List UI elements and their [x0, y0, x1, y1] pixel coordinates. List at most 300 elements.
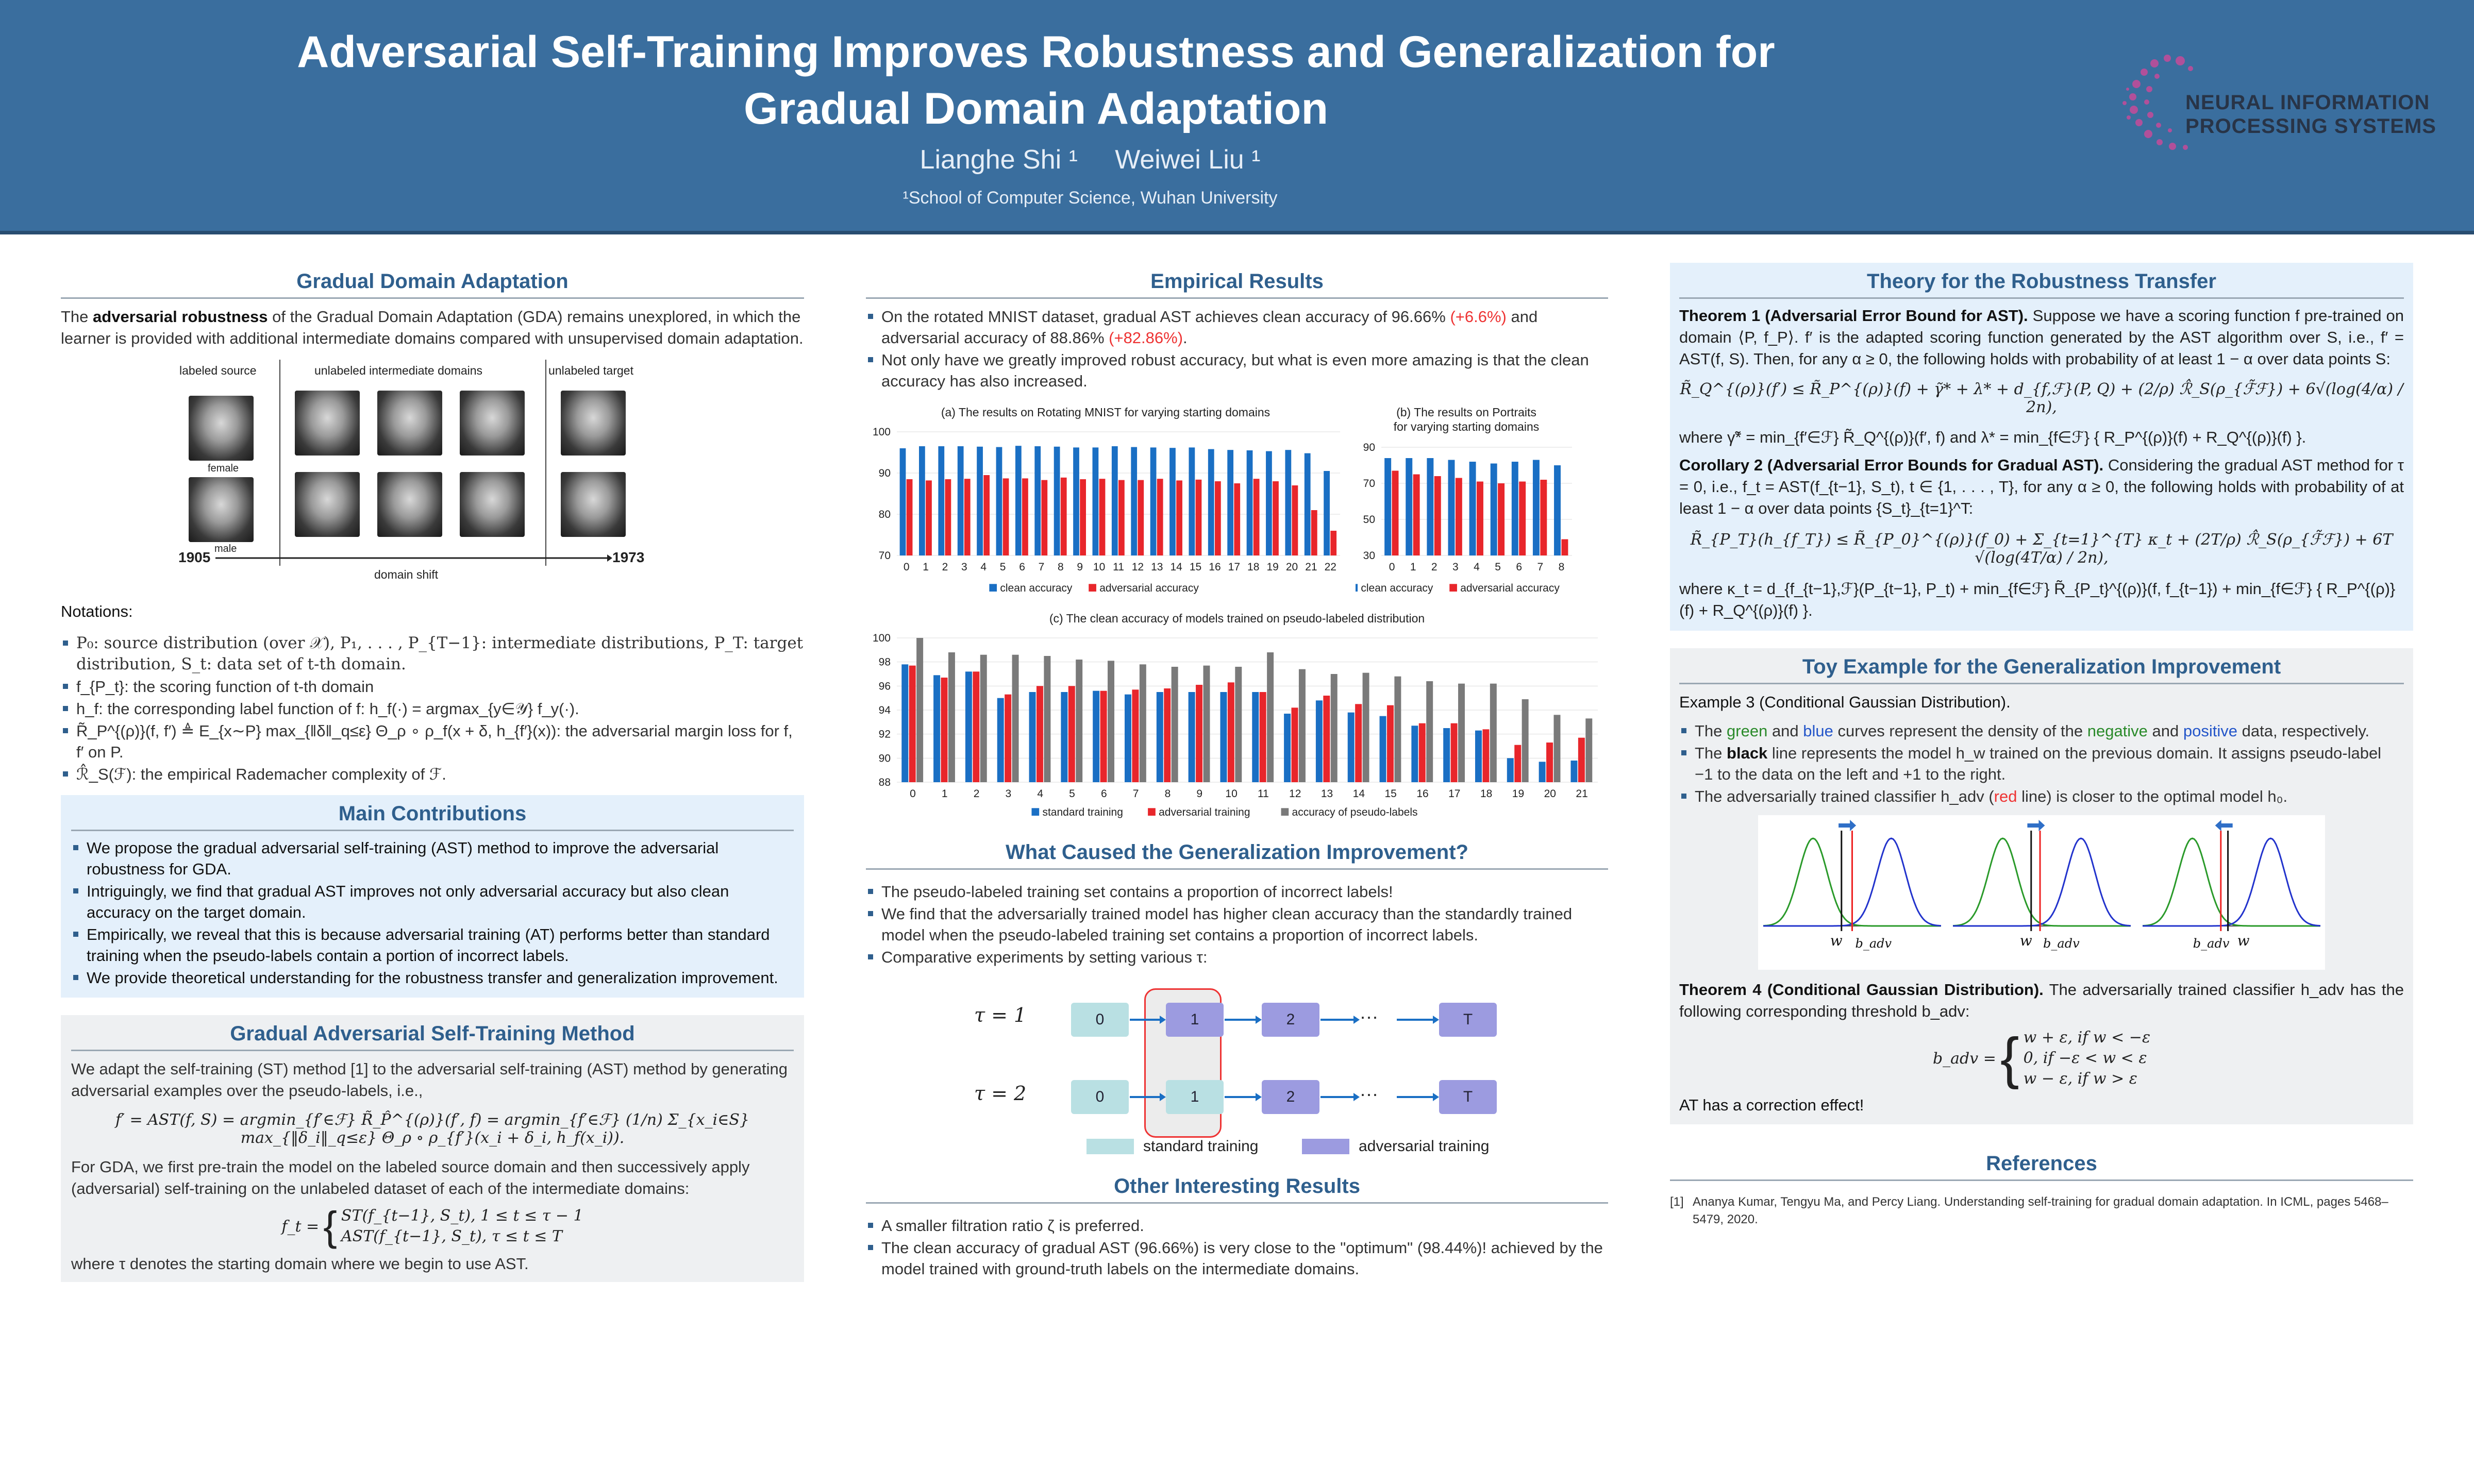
bar-accuracy-of-pseudo-labels [1140, 664, 1146, 782]
chart-title: (a) The results on Rotating MNIST for varying starting domains [941, 406, 1271, 419]
bar-clean-accuracy [1093, 447, 1099, 555]
bar-adversarial-training [1578, 738, 1585, 782]
chart-rotating-mnist [866, 401, 1345, 597]
bar-accuracy-of-pseudo-labels [1458, 684, 1465, 782]
bar-adversarial-accuracy [907, 479, 913, 555]
domain-shift-arrow [215, 550, 612, 566]
reference-1-number: [1] [1670, 1195, 1684, 1209]
x-tick-label: 6 [1019, 561, 1025, 573]
notation-item: P₀: source distribution (over 𝒳), P₁, . . . , P_{T−1}: intermediate distributions, P_T: target distribution, S_t: data set of t-th domain. [61, 633, 804, 675]
notations-list [61, 633, 804, 785]
portrait-inter-6 [460, 472, 525, 537]
emp-text-mid: and adversarial accuracy of [881, 308, 1538, 347]
bar-adversarial-training [1005, 695, 1011, 782]
eq2-cases [341, 1206, 583, 1247]
right-column [1670, 263, 2413, 1228]
x-tick-label: 17 [1448, 788, 1461, 800]
x-tick-label: 20 [1544, 788, 1556, 800]
toy-box [1670, 648, 2413, 1124]
bar-adversarial-accuracy [1138, 480, 1144, 555]
x-tick-label: 14 [1352, 788, 1365, 800]
tau-arrows [866, 974, 1608, 1165]
poster-title [237, 24, 1835, 137]
toy-text: and [2147, 722, 2183, 740]
label-badv: b_adv [2043, 936, 2080, 951]
toy-green-word: green [1727, 722, 1768, 740]
legend-label: adversarial accuracy [1099, 582, 1199, 594]
bar-clean-accuracy [900, 448, 906, 555]
contributions-box [61, 795, 804, 998]
y-tick-label: 100 [872, 632, 891, 644]
emp-adv-delta: (+82.86%) [1109, 329, 1183, 347]
x-tick-label: 7 [1132, 788, 1139, 800]
caused-item: Comparative experiments by setting various τ: [866, 947, 1608, 968]
fig-year-start: 1905 [178, 549, 211, 565]
logo-line-2: PROCESSING SYSTEMS [2185, 115, 2436, 138]
toy-heading: Toy Example for the Generalization Improvement [1679, 648, 2404, 684]
references-heading: References [1670, 1145, 2413, 1181]
x-tick-label: 21 [1305, 561, 1317, 573]
contribution-item: Intriguingly, we find that gradual AST improves not only adversarial accuracy but also clean accuracy on the target domain. [71, 881, 794, 923]
toy-text: data, respectively. [2237, 722, 2370, 740]
bar-clean-accuracy [1247, 450, 1253, 555]
badv-case-2: 0, if −ε < w < ε [2023, 1049, 2147, 1067]
bar-accuracy-of-pseudo-labels [1299, 669, 1306, 782]
theory-box [1670, 263, 2413, 631]
legend-swatch [989, 584, 997, 592]
gda-heading: Gradual Domain Adaptation [61, 263, 804, 299]
bar-adversarial-accuracy [1561, 539, 1568, 556]
label-badv: b_adv [2193, 936, 2230, 951]
x-tick-label: 10 [1093, 561, 1106, 573]
toy-text: The [1695, 722, 1727, 740]
tau1-node-2: 2 [1262, 1003, 1319, 1037]
x-tick-label: 14 [1170, 561, 1182, 573]
bar-standard-training [1220, 692, 1227, 782]
emp-text: On the rotated MNIST dataset, gradual AST achieves clean accuracy of [881, 308, 1392, 326]
y-tick-label: 94 [878, 704, 891, 716]
toy-item-3 [1679, 786, 2404, 807]
bar-adversarial-accuracy [964, 479, 971, 555]
bar-clean-accuracy [919, 446, 925, 555]
bar-adversarial-accuracy [1498, 483, 1505, 555]
ast-equation: f′ = AST(f, S) = argmin_{f′∈ℱ} R̃_P̂^{(ρ)}(f′, f) = argmin_{f′∈ℱ} (1/n) Σ_{x_i∈S} max_{‖δ_i‖_q≤ε} Θ_ρ ∘ ρ_{f′}(x_i + δ_i, h_f(x_i)). [115, 1111, 749, 1147]
bar-clean-accuracy [1131, 447, 1137, 555]
legend-label: clean accuracy [1361, 582, 1433, 594]
fig-label-target: unlabeled target [548, 364, 633, 377]
title-line-1: Adversarial Self-Training Improves Robustness and Generalization for [297, 27, 1775, 77]
legend-swatch [1089, 584, 1096, 592]
bar-standard-training [1316, 700, 1323, 782]
portrait-inter-1 [295, 391, 360, 456]
bar-standard-training [1475, 731, 1482, 782]
positive-density-curve [1953, 838, 2131, 926]
bar-adversarial-training [1323, 696, 1330, 782]
tau-1-label: τ = 1 [974, 1004, 1027, 1026]
bar-clean-accuracy [1512, 462, 1518, 555]
theorem-4-title: Theorem 4 (Conditional Gaussian Distribution). [1679, 981, 2044, 999]
gaussian-toy-figure [1758, 815, 2325, 970]
bar-clean-accuracy [1533, 460, 1540, 556]
shift-right-arrow-icon [1838, 820, 1856, 831]
logo-line-1: NEURAL INFORMATION [2185, 91, 2430, 114]
label-w: w [1830, 932, 1843, 949]
portrait-inter-3 [460, 391, 525, 456]
tau-diagram [866, 974, 1608, 1165]
bar-standard-training [997, 698, 1004, 782]
logo-text [2185, 91, 2436, 138]
bar-clean-accuracy [1491, 464, 1497, 556]
bar-adversarial-accuracy [1061, 478, 1067, 555]
bar-clean-accuracy [1073, 447, 1079, 555]
bar-adversarial-training [1100, 691, 1107, 782]
theory-heading: Theory for the Robustness Transfer [1679, 263, 2404, 299]
bar-accuracy-of-pseudo-labels [980, 655, 987, 782]
x-tick-label: 18 [1480, 788, 1493, 800]
contribution-item: We propose the gradual adversarial self-training (AST) method to improve the adversarial robustness for GDA. [71, 837, 794, 880]
x-tick-label: 4 [980, 561, 987, 573]
x-tick-label: 5 [1069, 788, 1075, 800]
y-tick-label: 96 [878, 680, 891, 693]
bar-standard-training [1284, 714, 1291, 782]
bar-standard-training [1348, 713, 1355, 782]
theorem-1-title: Theorem 1 (Adversarial Error Bound for AST). [1679, 307, 2028, 325]
bar-adversarial-accuracy [945, 479, 951, 555]
emp-adv-value: 88.86% [1050, 329, 1105, 347]
bar-adversarial-training [1037, 686, 1043, 782]
charts-area [866, 401, 1608, 834]
shift-right-arrow-icon [2027, 820, 2045, 831]
legend-adversarial-swatch [1302, 1139, 1349, 1154]
theorem-1-where: where γ̃* = min_{f′∈ℱ} R̃_Q^{(ρ)}(f′, f) and λ* = min_{f∈ℱ} { R_P^{(ρ)}(f) + R_Q^{(ρ)}(f) }. [1679, 428, 2306, 446]
left-column [61, 263, 804, 1282]
x-tick-label: 2 [1431, 561, 1437, 573]
caused-list [866, 881, 1608, 968]
bar-clean-accuracy [1189, 447, 1195, 555]
bar-adversarial-accuracy [1253, 479, 1260, 555]
method-p2: For GDA, we first pre-train the model on the labeled source domain and then successively apply (adversarial) self-training on the unlabeled dataset of each of the intermediate domains: [71, 1158, 750, 1198]
y-tick-label: 90 [878, 752, 891, 765]
negative-density-curve [1953, 838, 2131, 926]
toy-text: curves represent the density of the [1833, 722, 2087, 740]
other-item: The clean accuracy of gradual AST (96.66%) is very close to the "optimum" (98.44%)! achieved by the model trained with ground-truth labels on the intermediate domains. [866, 1237, 1608, 1279]
x-tick-label: 12 [1289, 788, 1301, 800]
bar-accuracy-of-pseudo-labels [1331, 674, 1338, 782]
bar-standard-training [965, 671, 972, 782]
bar-clean-accuracy [1227, 450, 1233, 555]
bar-clean-accuracy [1469, 462, 1476, 555]
bar-standard-training [1061, 692, 1067, 782]
bar-adversarial-accuracy [1003, 478, 1009, 555]
bar-standard-training [1189, 692, 1195, 782]
legend-swatch [1148, 808, 1156, 816]
chart-title-line-2: for varying starting domains [1393, 420, 1540, 433]
y-tick-label: 88 [878, 777, 891, 788]
bar-clean-accuracy [1406, 458, 1412, 555]
corollary-2 [1679, 454, 2404, 519]
legend-swatch [1356, 584, 1358, 592]
bar-adversarial-training [1292, 707, 1298, 782]
tau2-node-2: 2 [1262, 1080, 1319, 1114]
bar-adversarial-training [1546, 743, 1553, 782]
poster-header [0, 0, 2474, 234]
badv-cases [2024, 1027, 2150, 1089]
fig-male-label: male [214, 543, 237, 554]
method-p1: We adapt the self-training (ST) method [1] to the adversarial self-training (AST) method by generating adversarial examples over the pseudo-labels, i.e., [71, 1060, 788, 1100]
bar-adversarial-accuracy [1434, 476, 1441, 555]
bar-accuracy-of-pseudo-labels [1363, 673, 1369, 782]
legend-label: standard training [1042, 806, 1123, 818]
bar-adversarial-training [1451, 723, 1458, 782]
bar-clean-accuracy [1054, 447, 1060, 555]
y-tick-label: 92 [878, 728, 891, 740]
x-tick-label: 1 [1410, 561, 1416, 573]
bar-accuracy-of-pseudo-labels [1267, 652, 1274, 782]
x-tick-label: 11 [1113, 561, 1124, 573]
bar-standard-training [1157, 692, 1163, 782]
y-tick-label: 50 [1363, 514, 1375, 526]
corollary-2-where: where κ_t = d_{f_{t−1},ℱ}(P_{t−1}, P_t) + min_{f∈ℱ} R̃_{P_t}^{(ρ)}(f, f_{t−1}) + min_{f∈ℱ} { R_P^{(ρ)}(f) + R_Q^{(ρ)}(f) }. [1679, 580, 2396, 619]
bar-adversarial-training [1132, 689, 1139, 782]
fig-domain-shift-label: domain shift [374, 568, 439, 581]
portrait-inter-5 [377, 472, 442, 537]
empirical-item-1: On the rotated MNIST dataset, gradual AST achieves clean accuracy of 96.66% (+6.6%) and adversarial accuracy of 88.86% (+82.86%). [866, 306, 1608, 348]
fig-label-intermediate: unlabeled intermediate domains [314, 364, 483, 377]
bar-adversarial-accuracy [1215, 481, 1221, 555]
bar-standard-training [1507, 758, 1514, 782]
bar-accuracy-of-pseudo-labels [1553, 715, 1560, 782]
theorem-1 [1679, 305, 2404, 370]
toy-text: The adversarially trained classifier h_adv ( [1695, 787, 1994, 805]
bar-adversarial-training [1228, 682, 1234, 782]
tau2-node-1: 1 [1166, 1080, 1224, 1114]
y-tick-label: 80 [878, 509, 891, 520]
bar-standard-training [1411, 726, 1418, 782]
contribution-item: Empirically, we reveal that this is because adversarial training (AT) performs better than standard training when the pseudo-labels contain a portion of incorrect labels. [71, 924, 794, 966]
bar-adversarial-accuracy [1157, 479, 1163, 555]
bar-accuracy-of-pseudo-labels [1203, 666, 1210, 782]
gda-intro-bold: adversarial robustness [93, 308, 268, 326]
fig-female-label: female [208, 463, 239, 474]
x-tick-label: 3 [1005, 788, 1012, 800]
x-tick-label: 5 [999, 561, 1006, 573]
bar-clean-accuracy [958, 446, 964, 555]
badv-case-1: w + ε, if w < −ε [2023, 1028, 2151, 1047]
notation-item: R̃_P^{(ρ)}(f, f′) ≜ E_{x∼P} max_{‖δ‖_q≤ε} Θ_ρ ∘ ρ_f(x + δ, h_{f′}(x)): the adversarial margin loss for f, f′ on P. [61, 720, 804, 763]
x-tick-label: 6 [1516, 561, 1523, 573]
x-tick-label: 13 [1320, 788, 1333, 800]
label-w: w [2237, 932, 2250, 949]
badv-equation [1679, 1027, 2404, 1089]
portrait-target-2 [561, 472, 626, 537]
bar-accuracy-of-pseudo-labels [1044, 656, 1050, 782]
gda-intro-pre: The [61, 308, 93, 326]
tau2-dots: ··· [1360, 1083, 1378, 1104]
bar-standard-training [1570, 761, 1577, 782]
x-tick-label: 1 [923, 561, 929, 573]
portrait-source-male [189, 477, 254, 542]
bar-adversarial-accuracy [1022, 478, 1028, 555]
tau2-node-T: T [1439, 1080, 1497, 1114]
badv-case-3: w − ε, if w > ε [2023, 1070, 2137, 1088]
bar-adversarial-accuracy [1292, 485, 1298, 555]
fig-label-labeled-source: labeled source [179, 364, 257, 377]
bar-clean-accuracy [1015, 446, 1022, 555]
portrait-target-1 [561, 391, 626, 456]
toy-item-1 [1679, 720, 2404, 741]
method-box [61, 1015, 804, 1282]
toy-conclusion: AT has a correction effect! [1679, 1096, 1864, 1114]
x-tick-label: 0 [910, 788, 916, 800]
y-tick-label: 70 [1363, 478, 1375, 490]
bar-accuracy-of-pseudo-labels [1012, 655, 1019, 782]
toy-list [1679, 720, 2404, 807]
bar-clean-accuracy [1150, 447, 1157, 555]
empirical-item-2: Not only have we greatly improved robust accuracy, but what is even more amazing is that the clean accuracy has also increased. [866, 349, 1608, 392]
corollary-2-body: Considering the gradual AST method for τ = 0, i.e., f_t = AST(f_{t−1}, S_t), t ∈ {1, . . . , T}, for any α ≥ 0, the following holds with probability of at least 1 − α over data points {S_t}_{t=1}^T: [1679, 456, 2404, 517]
label-w: w [2019, 932, 2032, 949]
y-tick-label: 30 [1363, 550, 1375, 562]
x-tick-label: 9 [1077, 561, 1083, 573]
positive-density-curve [2143, 838, 2320, 926]
bar-adversarial-accuracy [926, 480, 932, 555]
bar-adversarial-training [909, 666, 916, 782]
x-tick-label: 18 [1247, 561, 1260, 573]
theorem-4 [1679, 979, 2404, 1022]
eq2-lhs: f_t = [281, 1217, 320, 1236]
y-tick-label: 98 [878, 656, 891, 668]
x-tick-label: 8 [1558, 561, 1565, 573]
bar-accuracy-of-pseudo-labels [1076, 660, 1082, 782]
bar-clean-accuracy [996, 447, 1002, 555]
bar-accuracy-of-pseudo-labels [1172, 667, 1178, 782]
bar-adversarial-accuracy [1234, 483, 1240, 555]
legend-swatch [1031, 808, 1039, 816]
x-tick-label: 3 [961, 561, 967, 573]
bar-accuracy-of-pseudo-labels [1235, 667, 1242, 782]
x-tick-label: 4 [1037, 788, 1044, 800]
tau1-node-0: 0 [1071, 1003, 1129, 1037]
bar-clean-accuracy [1324, 471, 1330, 555]
x-tick-label: 8 [1057, 561, 1064, 573]
bar-accuracy-of-pseudo-labels [1394, 677, 1401, 782]
fig-divider-2 [545, 360, 546, 566]
bar-accuracy-of-pseudo-labels [948, 652, 955, 782]
bar-standard-training [1125, 695, 1131, 782]
theorem-1-equation: R̃_Q^{(ρ)}(f′) ≤ R̃_P^{(ρ)}(f) + γ̃* + λ* + d_{f,ℱ}(P, Q) + (2/ρ) ℛ̂_S(ρ_{ℱ̃ℱ}) + 6√(log(4/α) / 2n), [1680, 380, 2403, 416]
x-tick-label: 0 [1389, 561, 1395, 573]
gradual-equation [71, 1203, 794, 1249]
emp-clean-value: 96.66% [1391, 308, 1446, 326]
other-item: A smaller filtration ratio ζ is preferred. [866, 1215, 1608, 1236]
legend-label: adversarial accuracy [1460, 582, 1560, 594]
bar-standard-training [1380, 716, 1386, 782]
x-tick-label: 1 [941, 788, 948, 800]
portrait-source-female [189, 396, 254, 461]
bar-adversarial-training [1387, 705, 1394, 782]
toy-text: line represents the model h_w trained on the previous domain. It assigns pseudo-label −1 to the data on the left and +1 to the right. [1695, 744, 2382, 783]
legend-standard-label: standard training [1143, 1138, 1259, 1155]
legend-adversarial-label: adversarial training [1359, 1138, 1490, 1155]
x-tick-label: 12 [1131, 561, 1144, 573]
bar-accuracy-of-pseudo-labels [916, 638, 923, 782]
affiliation: ¹School of Computer Science, Wuhan University [902, 188, 1278, 208]
middle-column [866, 263, 1608, 1280]
label-badv: b_adv [1855, 936, 1892, 951]
bar-standard-training [1029, 692, 1036, 782]
method-p3: where τ denotes the starting domain where we begin to use AST. [71, 1255, 529, 1273]
toy-positive-word: positive [2183, 722, 2237, 740]
x-tick-label: 11 [1258, 788, 1269, 800]
bar-adversarial-training [1164, 688, 1171, 782]
bar-adversarial-training [1514, 745, 1521, 782]
legend-label: adversarial training [1159, 806, 1250, 818]
x-tick-label: 7 [1038, 561, 1045, 573]
gda-figure [61, 360, 804, 597]
bar-adversarial-training [1482, 729, 1489, 782]
bar-accuracy-of-pseudo-labels [1522, 699, 1529, 782]
bar-adversarial-accuracy [1519, 482, 1526, 556]
toy-text: and [1767, 722, 1803, 740]
bar-accuracy-of-pseudo-labels [1108, 661, 1114, 782]
bar-adversarial-accuracy [1176, 480, 1182, 555]
bar-standard-training [1252, 692, 1259, 782]
caused-heading: What Caused the Generalization Improvement? [866, 834, 1608, 870]
eq2-case-2: AST(f_{t−1}, S_t), τ ≤ t ≤ T [341, 1227, 562, 1245]
bar-adversarial-accuracy [1118, 480, 1125, 555]
corollary-2-equation: R̃_{P_T}(h_{f_T}) ≤ R̃_{P_0}^{(ρ)}(f_0) + Σ_{t=1}^{T} κ_t + (2T/ρ) ℛ̂_S(ρ_{ℱ̃ℱ}) + 6T √(log(4T/α) / 2n), [1690, 531, 2393, 567]
chart-title: (b) The results on Portraits [1396, 406, 1536, 419]
shift-left-arrow-icon [2215, 820, 2233, 831]
bar-clean-accuracy [1034, 446, 1041, 555]
bar-adversarial-accuracy [1041, 480, 1047, 555]
bar-adversarial-accuracy [983, 475, 990, 555]
bar-clean-accuracy [1554, 465, 1561, 555]
other-list [866, 1215, 1608, 1279]
y-tick-label: 70 [878, 550, 891, 562]
chart-pseudo-labeled [866, 607, 1608, 823]
bar-accuracy-of-pseudo-labels [1490, 684, 1497, 782]
other-heading: Other Interesting Results [866, 1168, 1608, 1204]
notation-item: h_f: the corresponding label function of f: h_f(·) = argmax_{y∈𝒴} f_y(·). [61, 698, 804, 719]
x-tick-label: 15 [1189, 561, 1202, 573]
tau1-node-1: 1 [1166, 1003, 1224, 1037]
bar-adversarial-accuracy [1099, 479, 1106, 555]
bar-clean-accuracy [1384, 458, 1391, 555]
legend-label: clean accuracy [1000, 582, 1073, 594]
toy-red-word: red [1994, 787, 2017, 805]
bar-adversarial-accuracy [1477, 482, 1483, 556]
x-tick-label: 21 [1576, 788, 1588, 800]
bar-adversarial-accuracy [1330, 531, 1336, 555]
x-tick-label: 16 [1209, 561, 1221, 573]
caused-item: We find that the adversarially trained model has higher clean accuracy than the standardly trained model when the pseudo-labeled training set contains a proportion of incorrect labels. [866, 903, 1608, 946]
fig-divider-1 [279, 360, 280, 566]
x-tick-label: 9 [1196, 788, 1203, 800]
bar-adversarial-accuracy [1540, 480, 1547, 555]
negative-density-curve [2143, 838, 2320, 926]
x-tick-label: 5 [1495, 561, 1501, 573]
x-tick-label: 19 [1266, 561, 1279, 573]
portrait-inter-4 [295, 472, 360, 537]
legend-standard-swatch [1086, 1139, 1134, 1154]
toy-blue-word: blue [1803, 722, 1833, 740]
bar-standard-training [933, 675, 940, 782]
bar-accuracy-of-pseudo-labels [1585, 718, 1592, 782]
contributions-list [71, 837, 794, 988]
tau-2-label: τ = 2 [974, 1082, 1027, 1105]
contribution-item: We provide theoretical understanding for the robustness transfer and generalization improvement. [71, 967, 794, 988]
